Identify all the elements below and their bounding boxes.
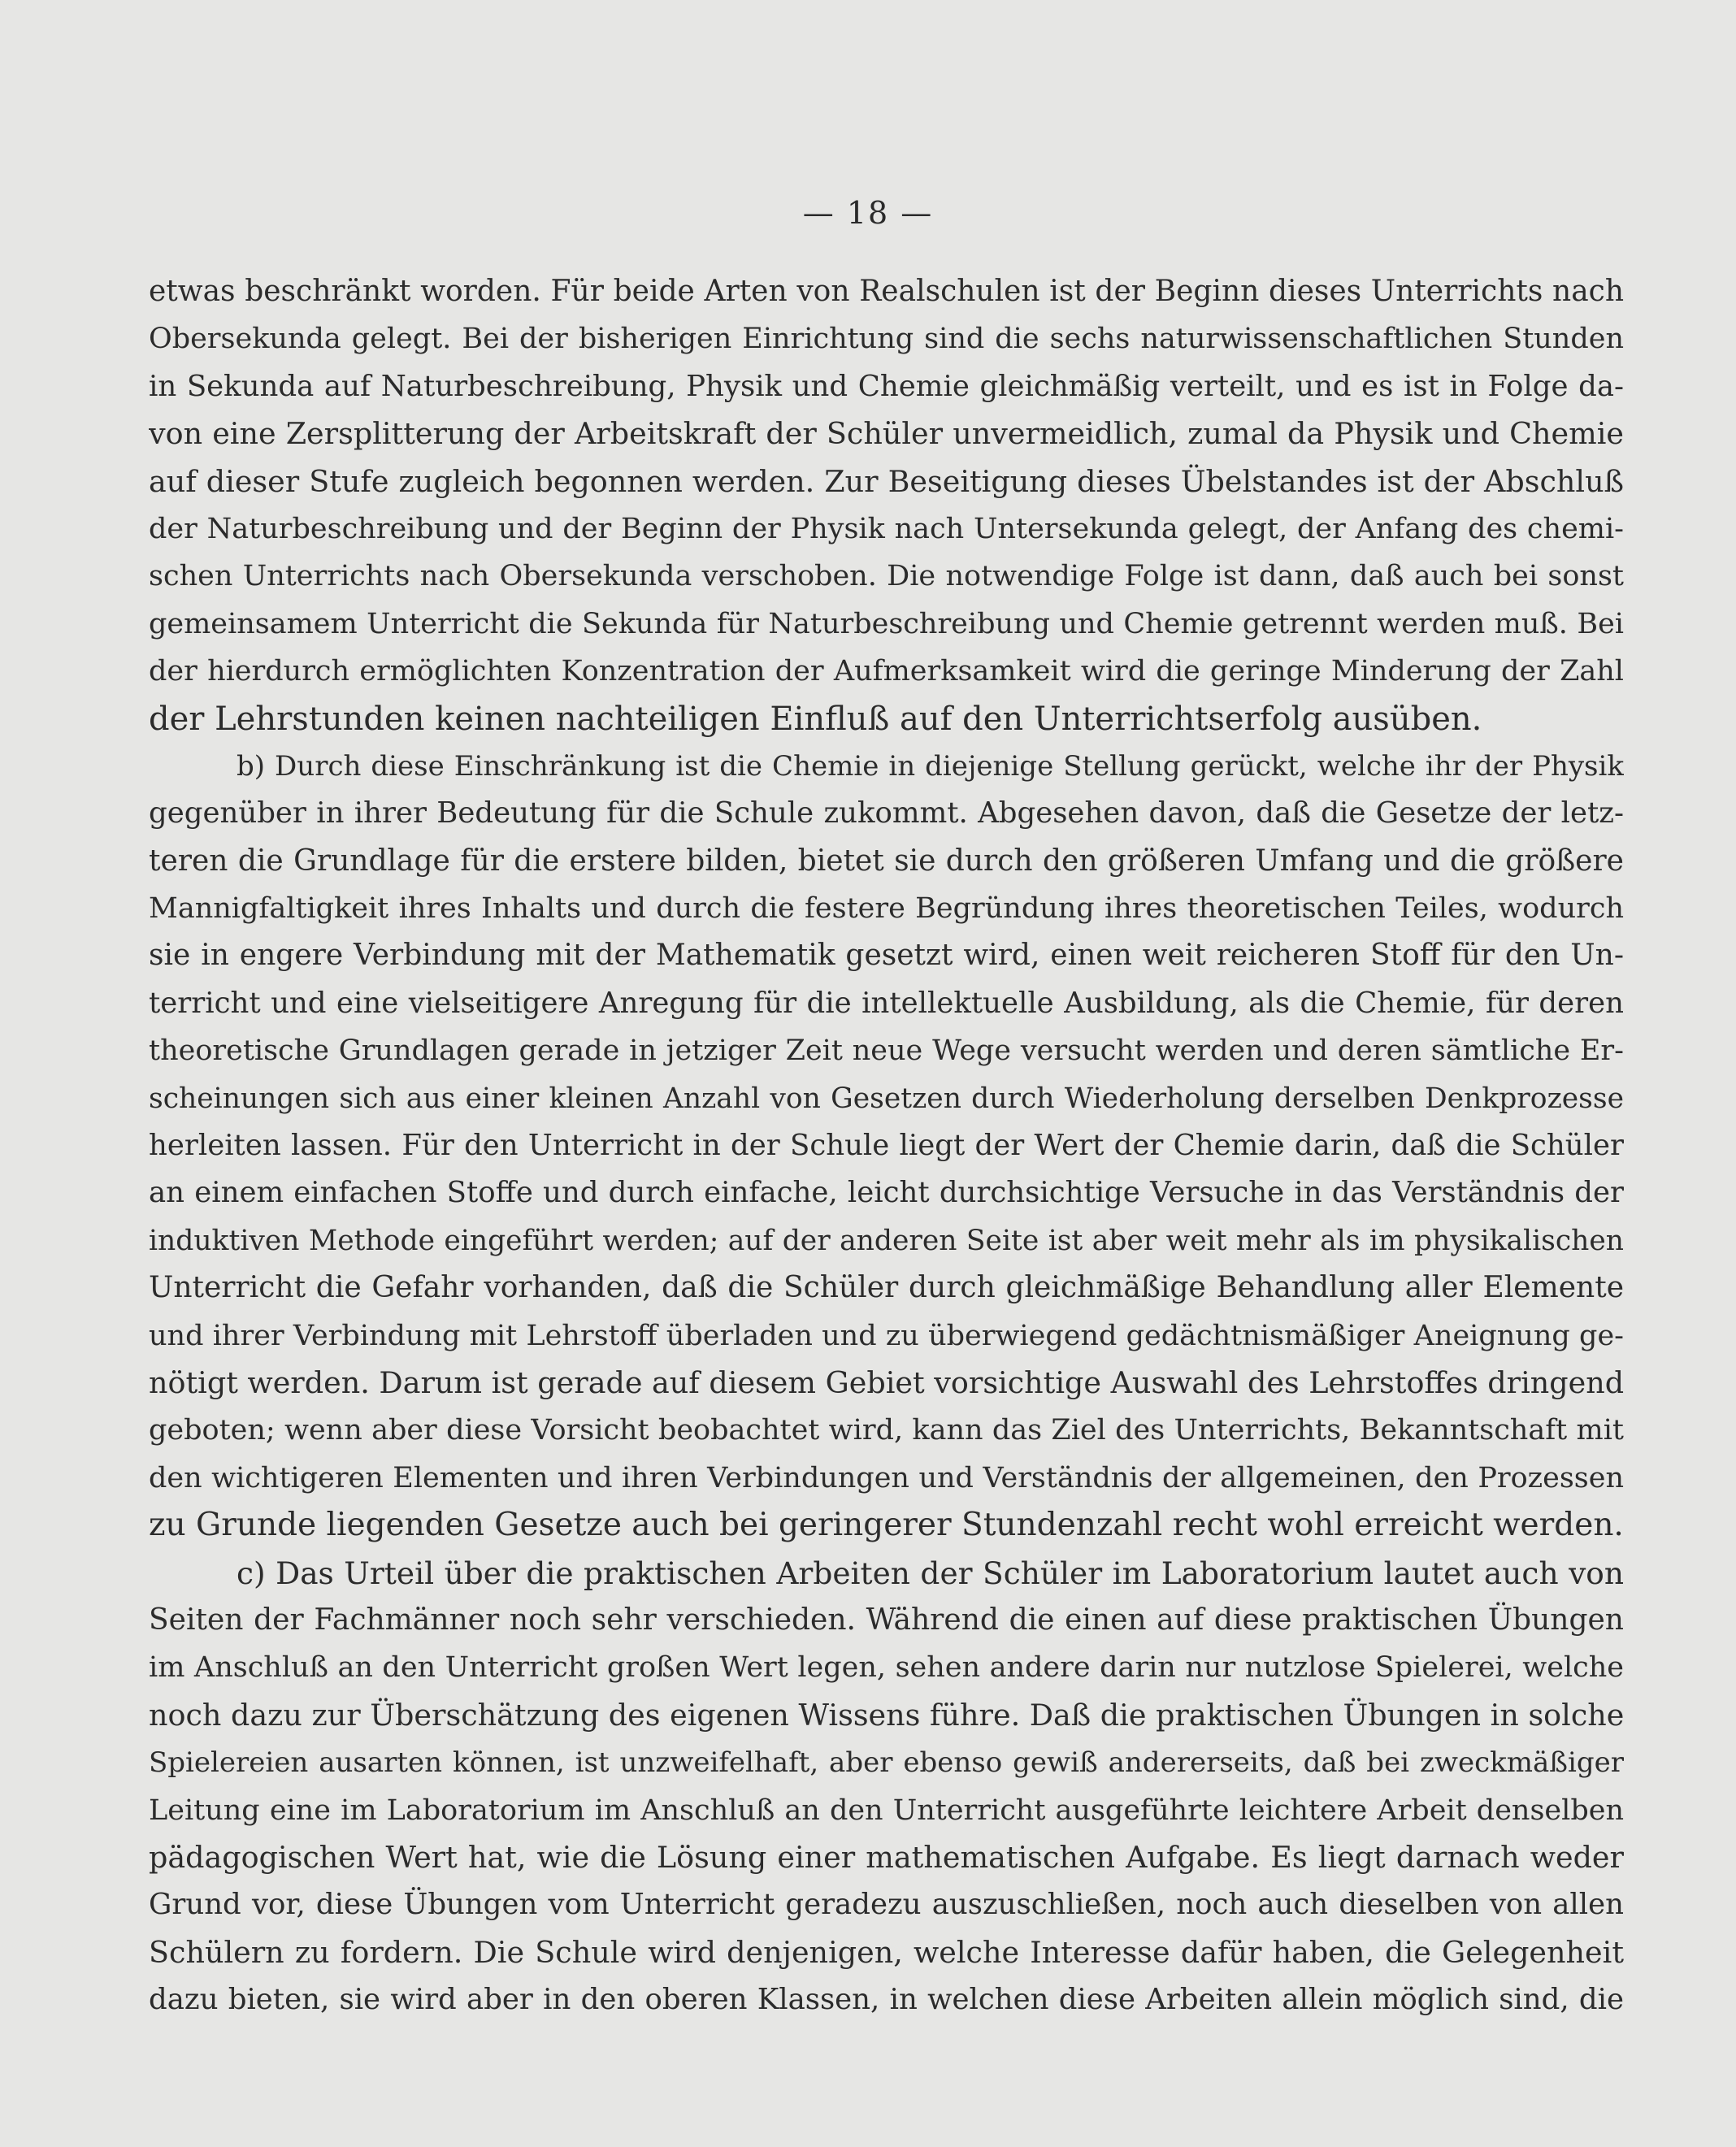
text-line: Schülern zu fordern. Die Schule wird denjenigen, welche Interesse dafür haben, die Gelegenheit xyxy=(149,1934,1624,1970)
text-line: pädagogischen Wert hat, wie die Lösung einer mathematischen Aufgabe. Es liegt darnach weder xyxy=(149,1839,1624,1875)
text-line: etwas beschränkt worden. Für beide Arten von Realschulen ist der Beginn dieses Unterrichts nach xyxy=(149,275,1624,308)
text-line: Mannigfaltigkeit ihres Inhalts und durch die festere Begründung ihres theoretischen Teiles, wodurch xyxy=(149,892,1624,926)
text-line: im Anschluß an den Unterricht großen Wert legen, sehen andere darin nur nutzlose Spielerei, welche xyxy=(149,1651,1624,1685)
text-line: noch dazu zur Überschätzung des eigenen Wissens führe. Daß die praktischen Übungen in solche xyxy=(149,1697,1624,1733)
text-line: Leitung eine im Laboratorium im Anschluß an den Unterricht ausgeführte leichtere Arbeit denselben xyxy=(149,1794,1624,1827)
text-line: gemeinsamem Unterricht die Sekunda für Naturbeschreibung und Chemie getrennt werden muß. Bei xyxy=(149,607,1624,640)
text-line: gegenüber in ihrer Bedeutung für die Schule zukommt. Abgesehen davon, daß die Gesetze der letz- xyxy=(149,796,1624,831)
text-line: teren die Grundlage für die erstere bilden, bietet sie durch den größeren Umfang und die größere xyxy=(149,844,1624,878)
text-line: Seiten der Fachmänner noch sehr verschieden. Während die einen auf diese praktischen Übungen xyxy=(149,1603,1624,1637)
text-line: nötigt werden. Darum ist gerade auf diesem Gebiet vorsichtige Auswahl des Lehrstoffes dringend xyxy=(149,1364,1624,1400)
text-line: zu Grunde liegenden Gesetze auch bei geringerer Stundenzahl recht wohl erreicht werden. xyxy=(149,1507,1624,1544)
text-line: Spielereien ausarten können, ist unzweifelhaft, aber ebenso gewiß andererseits, daß bei zweckmäßiger xyxy=(149,1746,1624,1780)
text-line: Grund vor, diese Übungen vom Unterricht geradezu auszuschließen, noch auch dieselben von allen xyxy=(149,1888,1624,1922)
text-line: an einem einfachen Stoffe und durch einfache, leicht durchsichtige Versuche in das Verständnis der xyxy=(149,1176,1624,1210)
text-line: induktiven Methode eingeführt werden; auf der anderen Seite ist aber weit mehr als im physikalischen xyxy=(149,1224,1624,1257)
text-line: Obersekunda gelegt. Bei der bisherigen Einrichtung sind die sechs naturwissenschaftlichen Stunden xyxy=(149,323,1624,356)
text-line: den wichtigeren Elementen und ihren Verbindungen und Verständnis der allgemeinen, den Prozessen xyxy=(149,1461,1624,1494)
text-line: von eine Zersplitterung der Arbeitskraft der Schüler unvermeidlich, zumal da Physik und Chemie xyxy=(149,416,1624,452)
page-number: — 18 — xyxy=(802,195,934,231)
text-line: der Lehrstunden keinen nachteiligen Einfluß auf den Unterrichtserfolg ausüben. xyxy=(149,700,1482,738)
text-line: theoretische Grundlagen gerade in jetziger Zeit neue Wege versucht werden und deren sämtliche Er- xyxy=(149,1034,1624,1068)
text-line: der Naturbeschreibung und der Beginn der Physik nach Untersekunda gelegt, der Anfang des chemi- xyxy=(149,512,1624,545)
text-line: scheinungen sich aus einer kleinen Anzahl von Gesetzen durch Wiederholung derselben Denkprozesse xyxy=(149,1082,1624,1115)
text-line: dazu bieten, sie wird aber in den oberen Klassen, in welchen diese Arbeiten allein möglich sind, die xyxy=(149,1983,1624,2017)
text-line: auf dieser Stufe zugleich begonnen werden. Zur Beseitigung dieses Übelstandes ist der Abschluß xyxy=(149,463,1624,499)
text-line: terricht und eine vielseitigere Anregung für die intellektuelle Ausbildung, als die Chemie, für deren xyxy=(149,986,1624,1020)
text-line: der hierdurch ermöglichten Konzentration der Aufmerksamkeit wird die geringe Minderung der Zahl xyxy=(149,655,1624,688)
text-line: b) Durch diese Einschränkung ist die Chemie in diejenige Stellung gerückt, welche ihr der Physik xyxy=(237,749,1624,783)
body-text xyxy=(149,268,1624,2023)
text-line: geboten; wenn aber diese Vorsicht beobachtet wird, kann das Ziel des Unterrichts, Bekanntschaft mit xyxy=(149,1414,1624,1447)
text-line: und ihrer Verbindung mit Lehrstoff überladen und zu überwiegend gedächtnismäßiger Aneignung ge- xyxy=(149,1319,1624,1352)
text-line: in Sekunda auf Naturbeschreibung, Physik und Chemie gleichmäßig verteilt, und es ist in Folge da- xyxy=(149,369,1624,403)
text-line: c) Das Urteil über die praktischen Arbeiten der Schüler im Laboratorium lautet auch von xyxy=(237,1555,1624,1591)
text-line: herleiten lassen. Für den Unterricht in der Schule liegt der Wert der Chemie darin, daß die Schüler xyxy=(149,1129,1624,1163)
text-line: sie in engere Verbindung mit der Mathematik gesetzt wird, einen weit reicheren Stoff für den Un- xyxy=(149,939,1624,973)
text-line: schen Unterrichts nach Obersekunda verschoben. Die notwendige Folge ist dann, daß auch bei sonst xyxy=(149,560,1624,593)
text-line: Unterricht die Gefahr vorhanden, daß die Schüler durch gleichmäßige Behandlung aller Elemente xyxy=(149,1271,1624,1305)
